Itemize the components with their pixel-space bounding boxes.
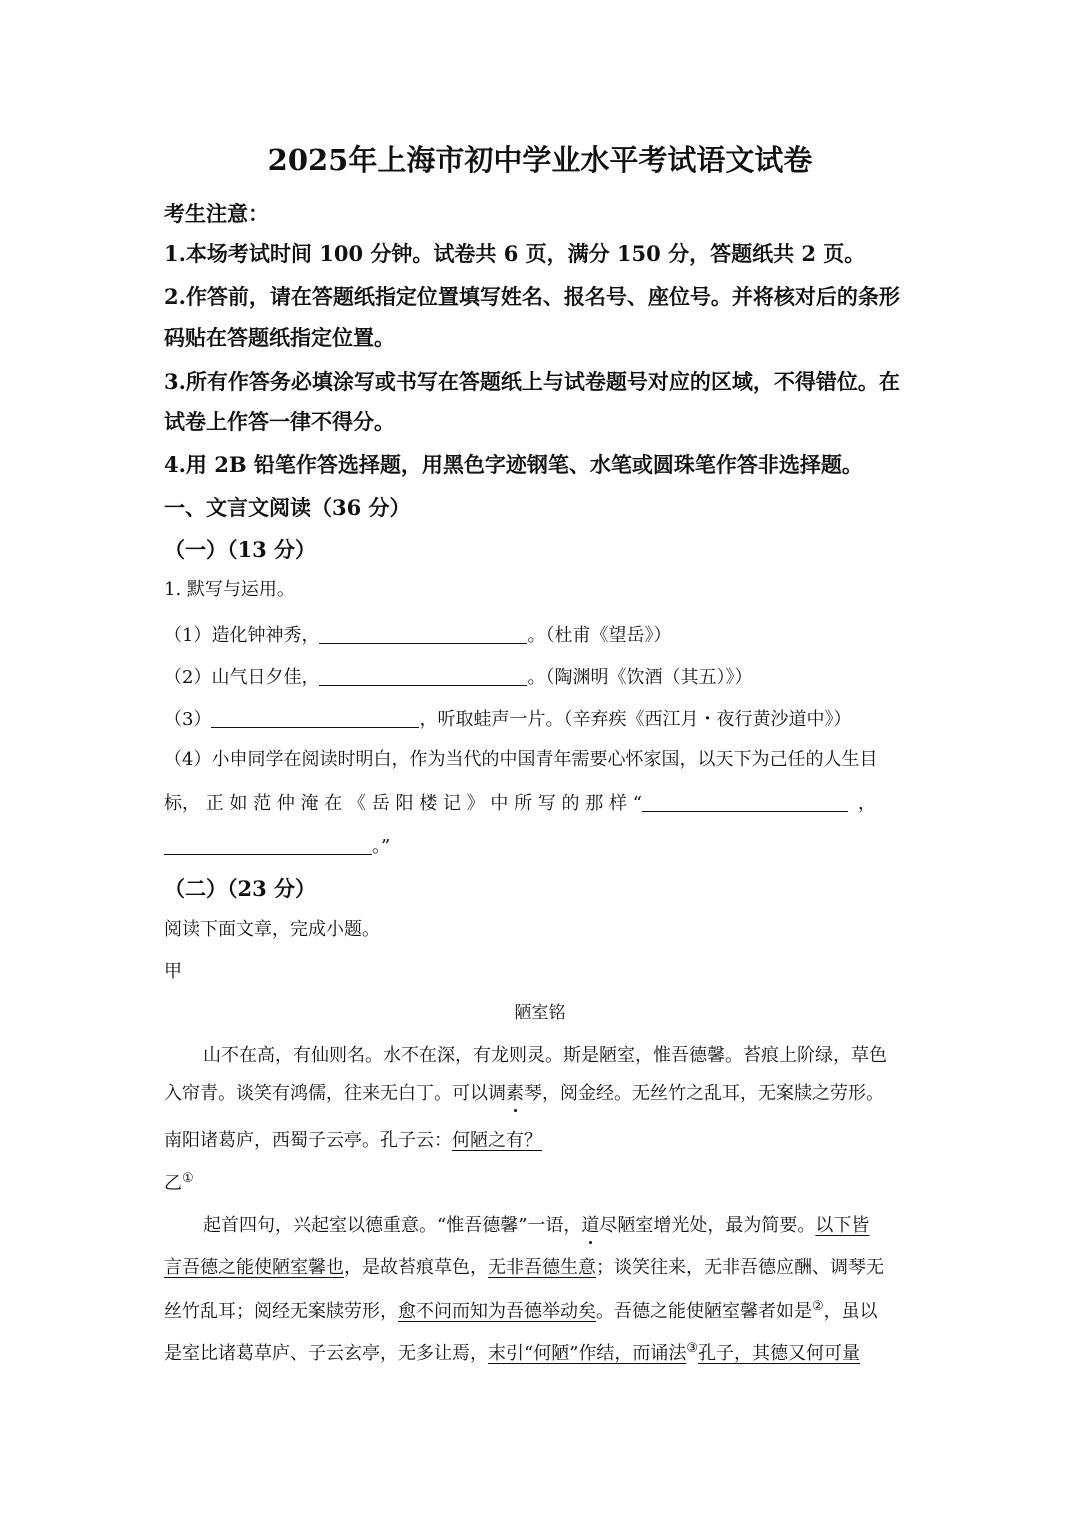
section-heading: 一、文言文阅读（36 分） [164,495,411,520]
passage-text: 起首四句，兴起室以德重意。“惟吾德馨”一语， [203,1215,582,1236]
footnote-marker: ② [812,1299,824,1314]
passage-yi-line [164,1342,860,1363]
dotted-char: 道 [581,1215,600,1236]
underlined-text: 无非吾德生意 [488,1257,596,1278]
question-item-1 [164,625,671,645]
underlined-text: 愈不问而知为吾德举动矣 [398,1301,596,1322]
answer-blank[interactable] [211,709,419,728]
underlined-text: 何陋之有？ [452,1130,542,1151]
underlined-text: 言吾德之能使陋室馨也 [164,1257,344,1278]
reading-instruction: 阅读下面文章，完成小题。 [164,919,380,940]
passage-yi-line [203,1217,869,1235]
passage-text: 入帘青。谈笑有鸿儒，往来无白丁。可以调 [164,1083,506,1104]
passage-jia-line [164,1085,884,1103]
answer-blank[interactable] [642,793,848,812]
part-heading-1: （一）（13 分） [164,537,317,562]
passage-text: 尽陋室增光处，最为简要。 [599,1215,816,1236]
question-item-4-line2 [164,793,876,813]
question-source: 。（陶渊明《饮酒（其五）》） [527,667,753,688]
answer-blank[interactable] [319,625,527,644]
notice-heading: 考生注意： [164,201,269,226]
passage-yi-line [164,1259,884,1277]
question-text: （1）造化钟神秀， [164,625,320,646]
underlined-text: 孔子，其德又何可量 [698,1343,861,1364]
footnote-marker: ③ [686,1341,699,1356]
question-source: 。（杜甫《望岳》） [527,625,672,646]
text-label-yi [164,1172,194,1193]
text-label-jia: 甲 [164,961,182,982]
passage-text: ，虽以 [823,1301,878,1322]
question-source: ，听取蛙声一片。（辛弃疾《西江月・夜行黄沙道中》） [419,709,852,730]
passage-text: ；谈笑往来，无非吾德应酬、调琴无 [596,1257,884,1278]
question-label: 1. 默写与运用。 [164,579,295,600]
passage-jia-line: 山不在高，有仙则名。水不在深，有龙则灵。斯是陋室，惟吾德馨。苔痕上阶绿，草色 [203,1045,887,1066]
passage-text: 丝竹乱耳；阅经无案牍劳形， [164,1301,398,1322]
question-text: （2）山气日夕佳， [164,667,320,688]
passage-yi-line [164,1300,878,1321]
notice-item-1: 1.本场考试时间 100 分钟。试卷共 6 页，满分 150 分，答题纸共 2 页。 [164,241,866,266]
poem-title: 陋室铭 [514,1003,566,1023]
part-heading-2: （二）（23 分） [164,876,317,901]
passage-text: 是室比诸葛草庐、子云玄亭，无多让焉， [164,1343,488,1364]
question-punct: 。” [372,836,391,857]
question-item-2 [164,667,752,687]
passage-text: 南阳诸葛庐，西蜀子云亭。孔子云： [164,1130,452,1151]
passage-text: 琴，阅金经。无丝竹之乱耳，无案牍之劳形。 [524,1083,884,1104]
dotted-char: 素 [506,1083,524,1104]
passage-jia-line [164,1132,542,1150]
label-text: 乙 [164,1173,182,1194]
page-title: 2025年上海市初中学业水平考试语文试卷 [267,143,813,177]
question-item-4: （4）小申同学在阅读时明白，作为当代的中国青年需要心怀家国，以天下为己任的人生目 [164,749,878,770]
answer-blank[interactable] [319,667,527,686]
underlined-text: 末引“何陋”作结，而诵法 [488,1343,687,1364]
notice-item-3-cont: 试卷上作答一律不得分。 [164,409,395,434]
question-punct: ， [857,793,876,814]
question-item-4-line3 [164,836,390,856]
passage-text: 。吾德之能使陋室馨者如是 [596,1301,812,1322]
notice-item-3: 3.所有作答务必填涂写或书写在答题纸上与试卷题号对应的区域，不得错位。在 [164,369,900,394]
footnote-marker: ① [182,1171,194,1186]
answer-blank[interactable] [164,836,372,855]
passage-text: ，是故苔痕草色， [344,1257,488,1278]
notice-item-2: 2.作答前，请在答题纸指定位置填写姓名、报名号、座位号。并将核对后的条形 [164,284,900,309]
notice-item-2-cont: 码贴在答题纸指定位置。 [164,325,395,350]
underlined-text: 以下皆 [815,1215,870,1236]
question-text: 标， 正 如 范 仲 淹 在 《 岳 阳 楼 记 》 中 所 写 的 那 样 “ [164,793,642,814]
question-text: （3） [164,709,212,730]
notice-item-4: 4.用 2B 铅笔作答选择题，用黑色字迹钢笔、水笔或圆珠笔作答非选择题。 [164,452,863,477]
question-item-3 [164,709,851,729]
